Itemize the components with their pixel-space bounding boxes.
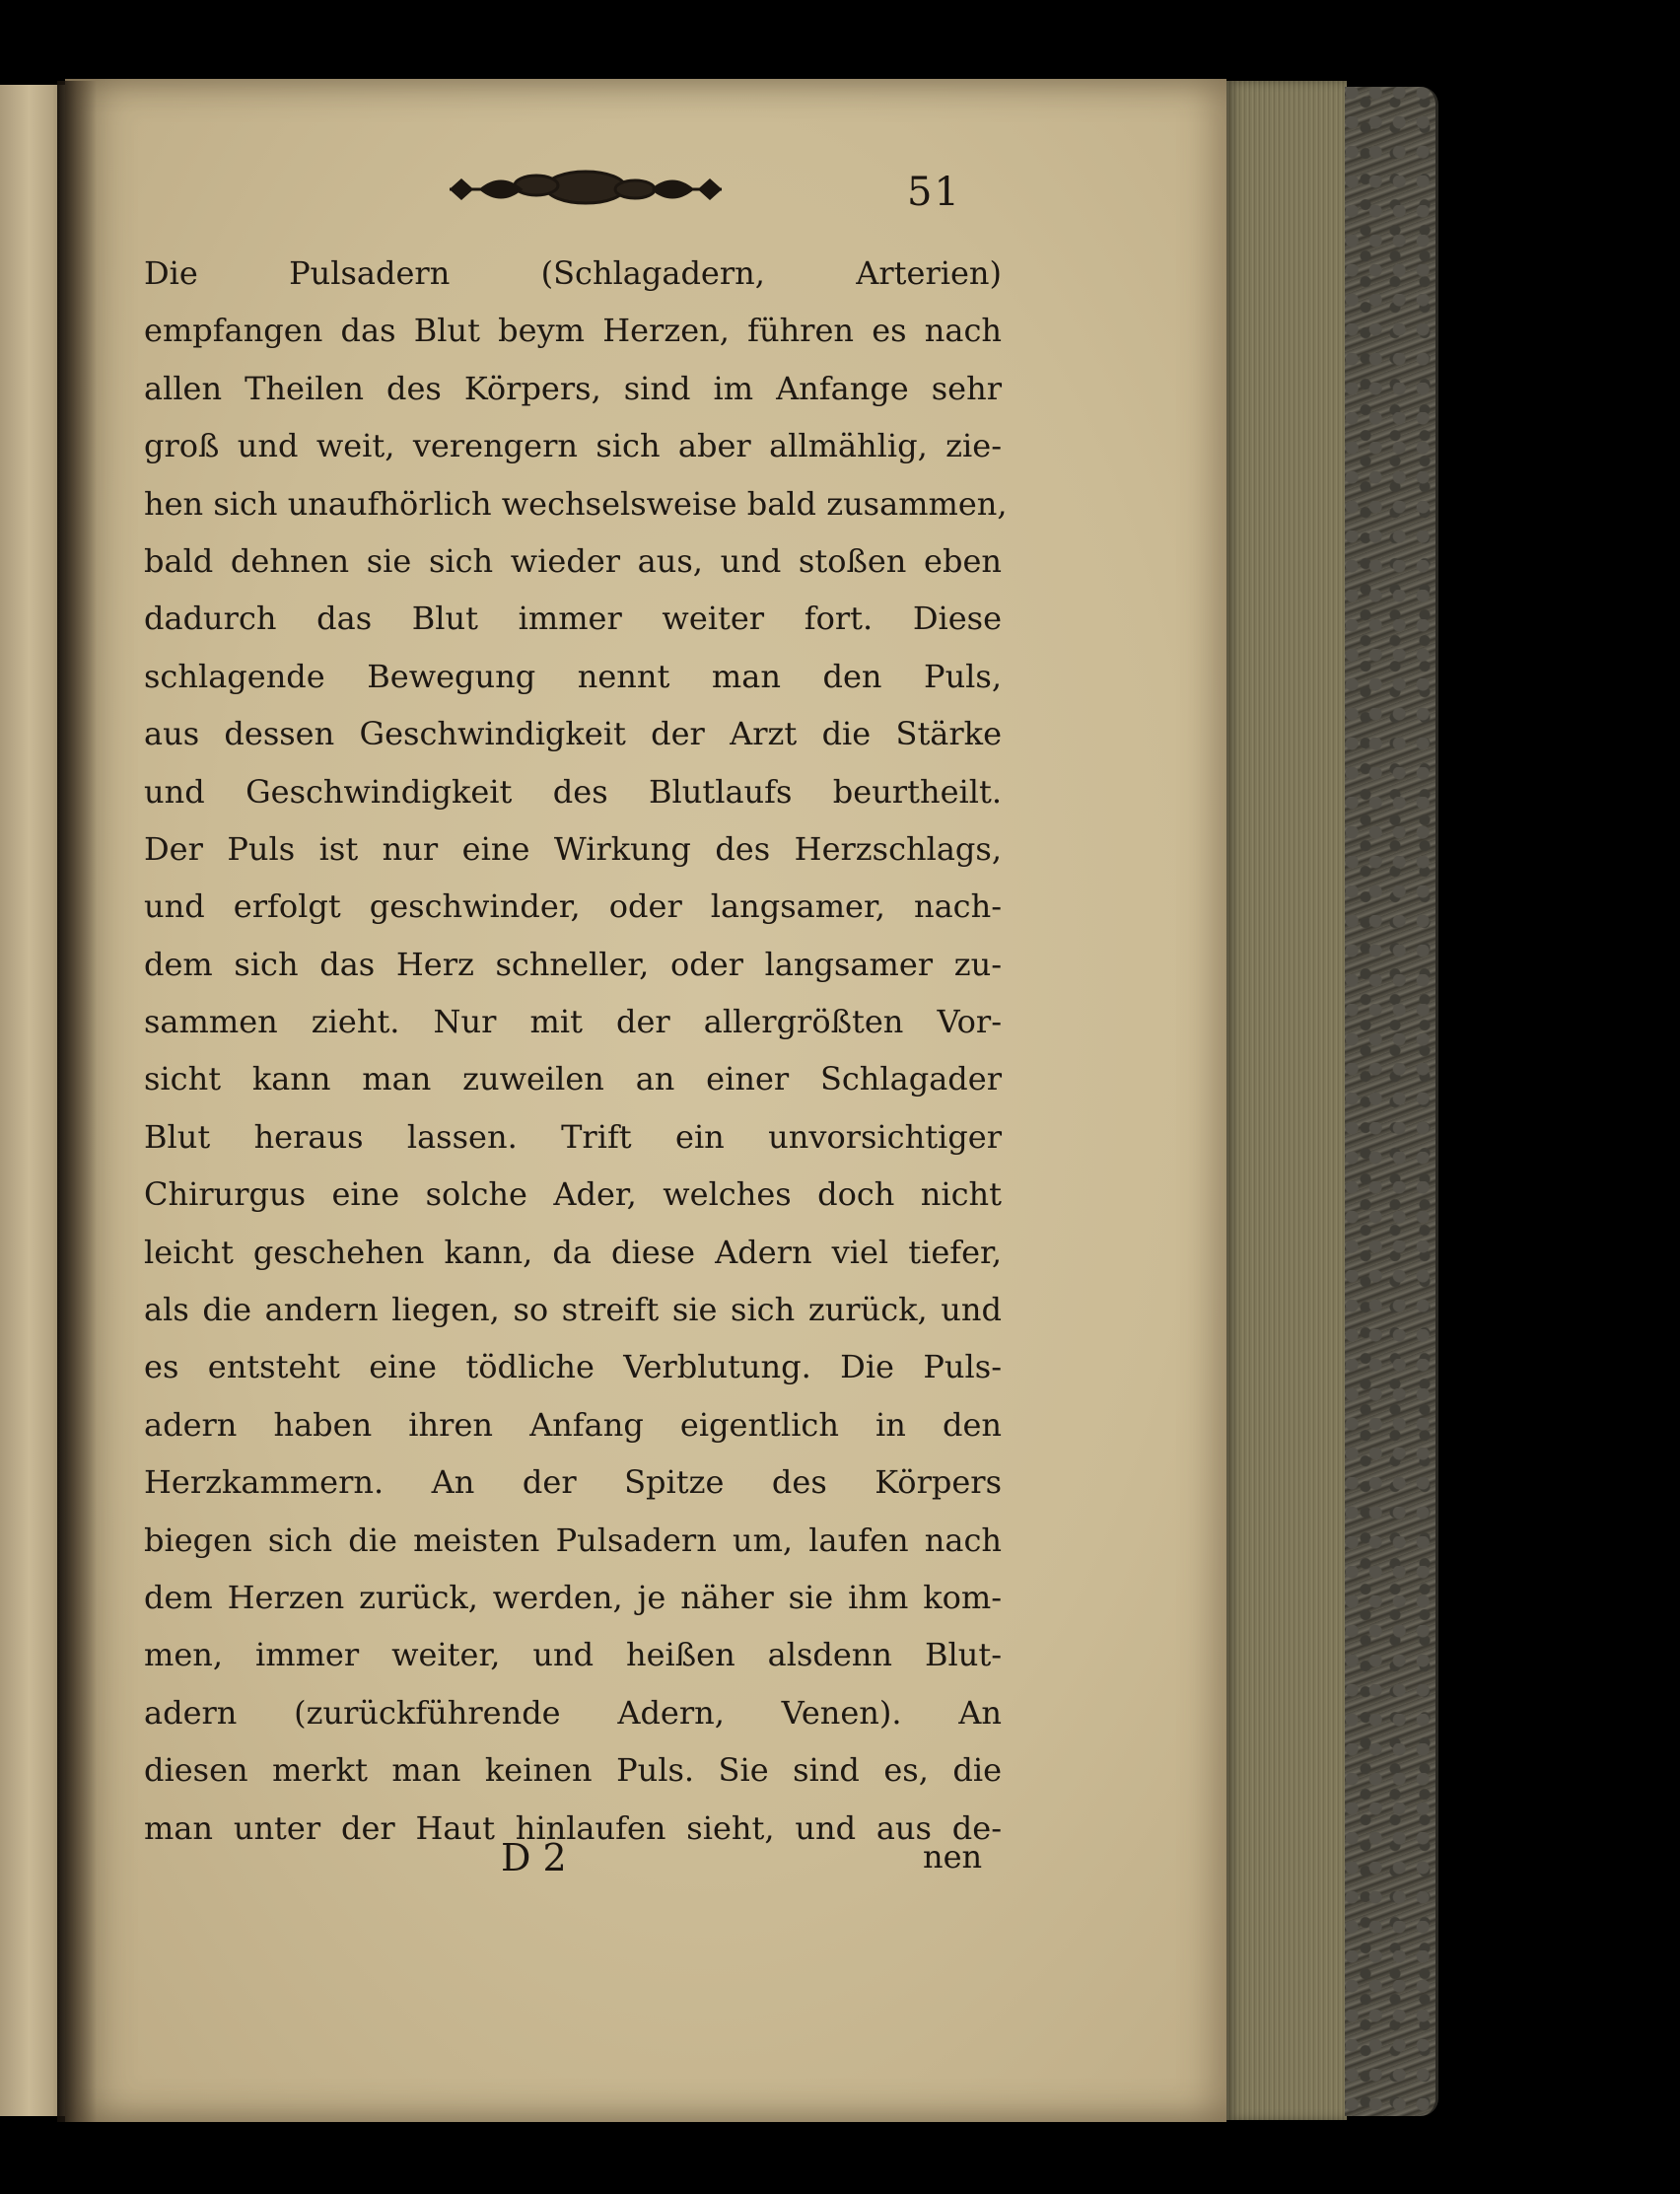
text-line: als die andern liegen, so streift sie sich zurück, und [144,1291,1002,1329]
text-line: dadurch das Blut immer weiter fort. Diese [144,600,1002,638]
text-line: schlagende Bewegung nennt man den Puls, [144,657,1002,695]
text-line: empfangen das Blut beym Herzen, führen es nach [144,312,1002,350]
text-line: es entsteht eine tödliche Verblutung. Die Puls- [144,1348,1002,1386]
text-line: bald dehnen sie sich wieder aus, und stoßen eben [144,541,1002,580]
text-line: Die Pulsadern (Schlagadern, Arterien) [144,254,1002,292]
text-line: sicht kann man zuweilen an einer Schlagader [144,1060,1002,1098]
text-line: Herzkammern. An der Spitze des Körpers [144,1463,1002,1502]
text-line: Chirurgus eine solche Ader, welches doch nicht [144,1175,1002,1214]
gutter-shadow [57,81,97,2122]
text-line: allen Theilen des Körpers, sind im Anfange sehr [144,369,1002,407]
text-line: dem sich das Herz schneller, oder langsamer zu- [144,945,1002,983]
text-line: dem Herzen zurück, werden, je näher sie ihm kom- [144,1578,1002,1616]
facing-page-edge [0,85,65,2116]
signature-mark: D 2 [501,1836,567,1879]
text-line: man unter der Haut hinlaufen sieht, und aus de- [144,1808,1002,1847]
text-line: und Geschwindigkeit des Blutlaufs beurtheilt. [144,772,1002,811]
text-line: und erfolgt geschwinder, oder langsamer, nach- [144,887,1002,926]
body-text [144,245,1008,1857]
catchword: nen [923,1838,983,1876]
text-line: men, immer weiter, und heißen alsdenn Blut- [144,1636,1002,1674]
marbled-cover-board [1345,87,1438,2116]
text-line: groß und weit, verengern sich aber allmählig, zie- [144,427,1002,465]
text-line: leicht geschehen kann, da diese Adern viel tiefer, [144,1233,1002,1271]
header-ornament-icon [442,164,730,215]
page-stack-edges [1226,81,1347,2120]
text-line: Der Puls ist nur eine Wirkung des Herzschlags, [144,829,1002,868]
text-line: aus dessen Geschwindigkeit der Arzt die Stärke [144,715,1002,753]
text-line: hen sich unaufhörlich wechselsweise bald zusammen, [144,484,1008,523]
text-line: adern haben ihren Anfang eigentlich in den [144,1405,1002,1444]
text-line: Blut heraus lassen. Trift ein unvorsichtiger [144,1117,1002,1156]
text-line: diesen merkt man keinen Puls. Sie sind es, die [144,1751,1002,1790]
page-number: 51 [907,170,961,215]
text-line: sammen zieht. Nur mit der allergrößten Vor- [144,1003,1002,1041]
text-line: biegen sich die meisten Pulsadern um, laufen nach [144,1521,1002,1559]
text-line: adern (zurückführende Adern, Venen). An [144,1693,1002,1732]
